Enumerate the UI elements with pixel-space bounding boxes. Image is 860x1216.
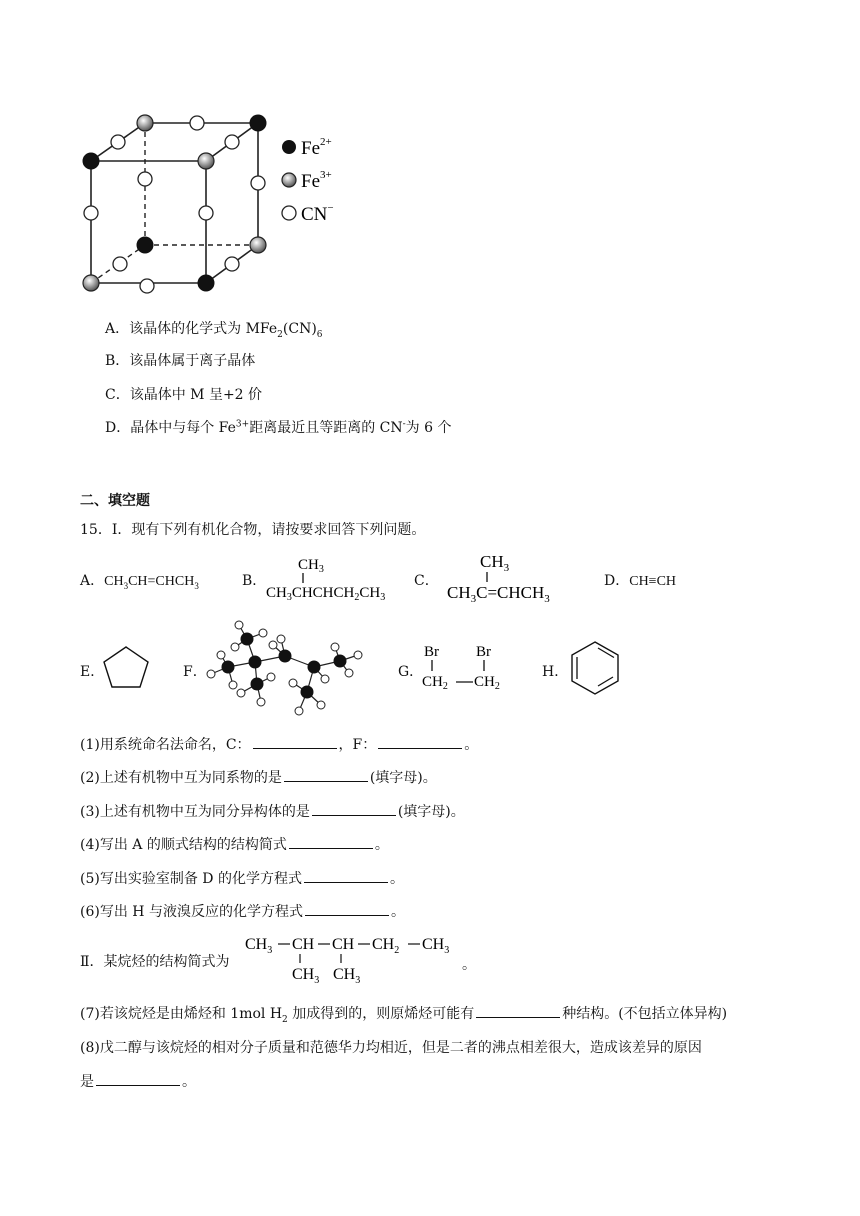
- option-c: C．该晶体中 M 呈+2 价: [105, 387, 263, 403]
- cn-ion: [84, 206, 98, 220]
- answer-blank[interactable]: [476, 1005, 560, 1018]
- svg-text:CH2: $CH_2$: [372, 936, 400, 956]
- compound-d: D．CH≡CH: [604, 573, 677, 589]
- answer-blank[interactable]: [305, 903, 389, 916]
- question-1: (1)用系统命名法命名，C： ，F： 。: [80, 737, 479, 753]
- legend-fe3-marker: [282, 173, 296, 187]
- legend-fe2-marker: [282, 140, 296, 154]
- question-4: (4)写出 A 的顺式结构的结构简式 。: [80, 837, 389, 853]
- cyclopentane-structure: [100, 644, 152, 690]
- compound-c-formula: [444, 548, 584, 604]
- fe2-ion: [198, 275, 214, 291]
- svg-text:CH: CH: [332, 936, 355, 953]
- option-a: A．该晶体的化学式为 $MFe_2(CN)_6$: [105, 321, 323, 340]
- cn-ion: [251, 176, 265, 190]
- part2-intro: Ⅱ．某烷烃的结构简式为: [80, 954, 230, 970]
- crystal-cell-diagram: [70, 108, 360, 298]
- cn-ion: [138, 172, 152, 186]
- option-d: D．晶体中与每个 $Fe^{3+}$距离最近且等距离的 CN-为 6 个: [105, 419, 452, 436]
- svg-text:CH3CHCHCH2CH3: $CH_3CHCHCH_2CH_3$: [266, 585, 386, 603]
- cn-ion: [190, 116, 204, 130]
- answer-blank[interactable]: [289, 836, 373, 849]
- answer-blank[interactable]: [312, 803, 396, 816]
- answer-blank[interactable]: [253, 736, 337, 749]
- compound-b-formula: [262, 553, 392, 603]
- alkane-structure: [242, 929, 462, 985]
- svg-text:CH3: $CH_3$: [333, 966, 361, 985]
- fe2-ion: [137, 237, 153, 253]
- svg-text:Br: Br: [424, 644, 439, 660]
- label-g: G．: [398, 664, 424, 680]
- legend-fe3-label: $Fe^{3+}$: [301, 169, 332, 192]
- question-7: (7)若该烷烃是由烯烃和 1mol $H_2$ 加成得到的，则原烯烃可能有 种结构。(不包括立体异构): [80, 1006, 728, 1025]
- question-6: (6)写出 H 与液溴反应的化学方程式 。: [80, 904, 405, 920]
- cn-ion: [225, 257, 239, 271]
- cn-ion: [225, 135, 239, 149]
- svg-text:CH3: $CH_3$: [298, 557, 324, 575]
- svg-text:CH3: $CH_3$: [480, 552, 510, 574]
- cn-ion: [113, 257, 127, 271]
- legend-cn-label: CN−: [301, 202, 334, 225]
- question-2: (2)上述有机物中互为同系物的是 (填字母)。: [80, 770, 437, 786]
- compound-g-formula: [418, 640, 518, 696]
- cn-ion: [140, 279, 154, 293]
- label-e: E．: [80, 664, 105, 680]
- ball-stick-model: [203, 617, 368, 719]
- fe3-ion: [83, 275, 99, 291]
- question-8-line1: (8)戊二醇与该烷烃的相对分子质量和范德华力均相近，但是二者的沸点相差很大，造成该差异的原因: [80, 1040, 702, 1056]
- benzene-structure: [567, 639, 623, 697]
- question-5: (5)写出实验室制备 D 的化学方程式 。: [80, 871, 404, 887]
- svg-text:CH3: $CH_3$: [245, 936, 273, 956]
- section-title: 二、填空题: [80, 493, 150, 509]
- compound-a: A．$CH_3CH=CHCH_3$: [80, 573, 199, 591]
- question-3: (3)上述有机物中互为同分异构体的是 (填字母)。: [80, 804, 465, 820]
- label-b: B．: [242, 573, 267, 589]
- answer-blank[interactable]: [284, 769, 368, 782]
- label-f: F．: [183, 664, 207, 680]
- fe2-ion: [83, 153, 99, 169]
- option-b: B．该晶体属于离子晶体: [105, 353, 256, 369]
- label-c: C．: [414, 573, 439, 589]
- svg-text:Br: Br: [476, 644, 491, 660]
- legend-fe2-label: $Fe^{2+}$: [301, 136, 332, 159]
- question-8-line2: 是 。: [80, 1074, 196, 1090]
- fe3-ion: [198, 153, 214, 169]
- answer-blank[interactable]: [96, 1073, 180, 1086]
- svg-text:CH3: $CH_3$: [292, 966, 320, 985]
- fe3-ion: [137, 115, 153, 131]
- part2-end: 。: [462, 957, 476, 973]
- svg-text:CH2: $CH_2$: [422, 674, 448, 692]
- svg-text:CH: CH: [292, 936, 315, 953]
- cn-ion: [199, 206, 213, 220]
- fe2-ion: [250, 115, 266, 131]
- cn-ion: [111, 135, 125, 149]
- answer-blank[interactable]: [304, 870, 388, 883]
- svg-text:CH2: $CH_2$: [474, 674, 500, 692]
- q15-intro: 15．Ⅰ．现有下列有机化合物，请按要求回答下列问题。: [80, 522, 426, 538]
- answer-blank[interactable]: [378, 736, 462, 749]
- svg-text:CH3: $CH_3$: [422, 936, 450, 956]
- label-h: H．: [542, 664, 569, 680]
- legend-cn-marker: [282, 206, 296, 220]
- svg-text:CH3C=CHCH3: $CH_3C=CHCH_3$: [447, 583, 550, 604]
- fe3-ion: [250, 237, 266, 253]
